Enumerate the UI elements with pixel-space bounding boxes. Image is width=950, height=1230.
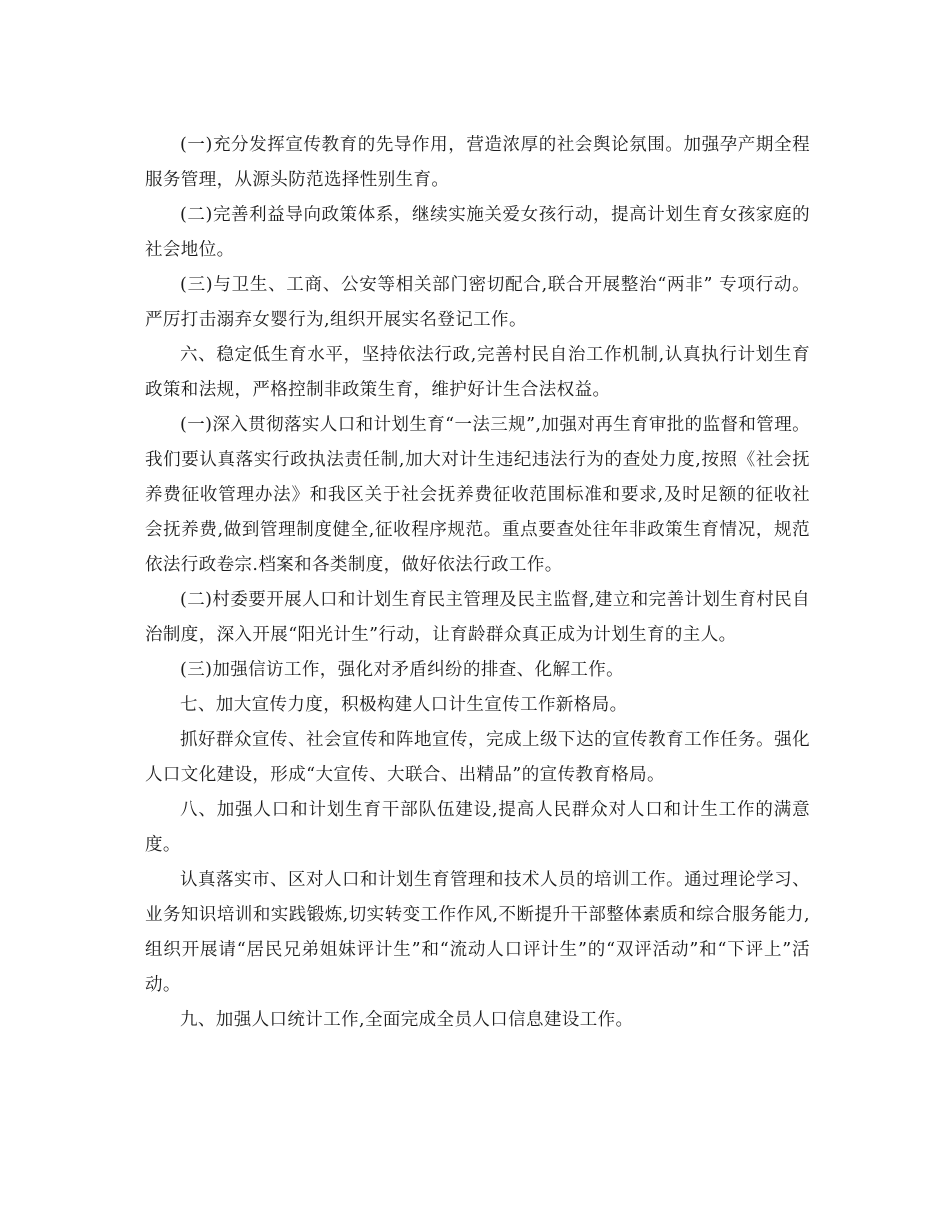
paragraph-4: 六、稳定低生育水平，坚持依法行政,完善村民自治工作机制,认真执行计划生育政策和法规，严格控制非政策生育，维护好计生合法权益。 bbox=[145, 345, 810, 400]
paragraph-12: 九、加强人口统计工作,全面完成全员人口信息建设工作。 bbox=[180, 1010, 634, 1030]
paragraph-8: 七、加大宣传力度，积极构建人口计生宣传工作新格局。 bbox=[180, 695, 628, 715]
document-page bbox=[145, 128, 810, 1038]
paragraph-7: (三)加强信访工作，强化对矛盾纠纷的排查、化解工作。 bbox=[180, 660, 625, 680]
paragraph-9: 抓好群众宣传、社会宣传和阵地宣传，完成上级下达的宣传教育工作任务。强化人口文化建设，形成“大宣传、大联合、出精品”的宣传教育格局。 bbox=[145, 730, 810, 785]
paragraph-6: (二)村委要开展人口和计划生育民主管理及民主监督,建立和完善计划生育村民自治制度，深入开展“阳光计生”行动，让育龄群众真正成为计划生育的主人。 bbox=[145, 590, 810, 645]
paragraph-3: (三)与卫生、工商、公安等相关部门密切配合,联合开展整治“两非” 专项行动。严厉打击溺弃女婴行为,组织开展实名登记工作。 bbox=[145, 275, 810, 330]
paragraph-2: (二)完善利益导向政策体系，继续实施关爱女孩行动，提高计划生育女孩家庭的社会地位。 bbox=[145, 205, 810, 260]
paragraph-11: 认真落实市、区对人口和计划生育管理和技术人员的培训工作。通过理论学习、业务知识培训和实践锻炼,切实转变工作作风,不断提升干部整体素质和综合服务能力,组织开展请“居民兄弟姐妹评计生”和“流动人口评计生”的“双评活动”和“下评上”活动。 bbox=[145, 870, 810, 995]
paragraph-5: (一)深入贯彻落实人口和计划生育“一法三规”,加强对再生育审批的监督和管理。我们要认真落实行政执法责任制,加大对计生违纪违法行为的查处力度,按照《社会抚养费征收管理办法》和我区关于社会抚养费征收范围标准和要求,及时足额的征收社会抚养费,做到管理制度健全,征收程序规范。重点要查处往年非政策生育情况，规范依法行政卷宗.档案和各类制度，做好依法行政工作。 bbox=[145, 415, 810, 575]
paragraph-1: (一)充分发挥宣传教育的先导作用，营造浓厚的社会舆论氛围。加强孕产期全程服务管理，从源头防范选择性别生育。 bbox=[145, 135, 810, 190]
paragraph-10: 八、加强人口和计划生育干部队伍建设,提高人民群众对人口和计生工作的满意度。 bbox=[145, 800, 810, 855]
